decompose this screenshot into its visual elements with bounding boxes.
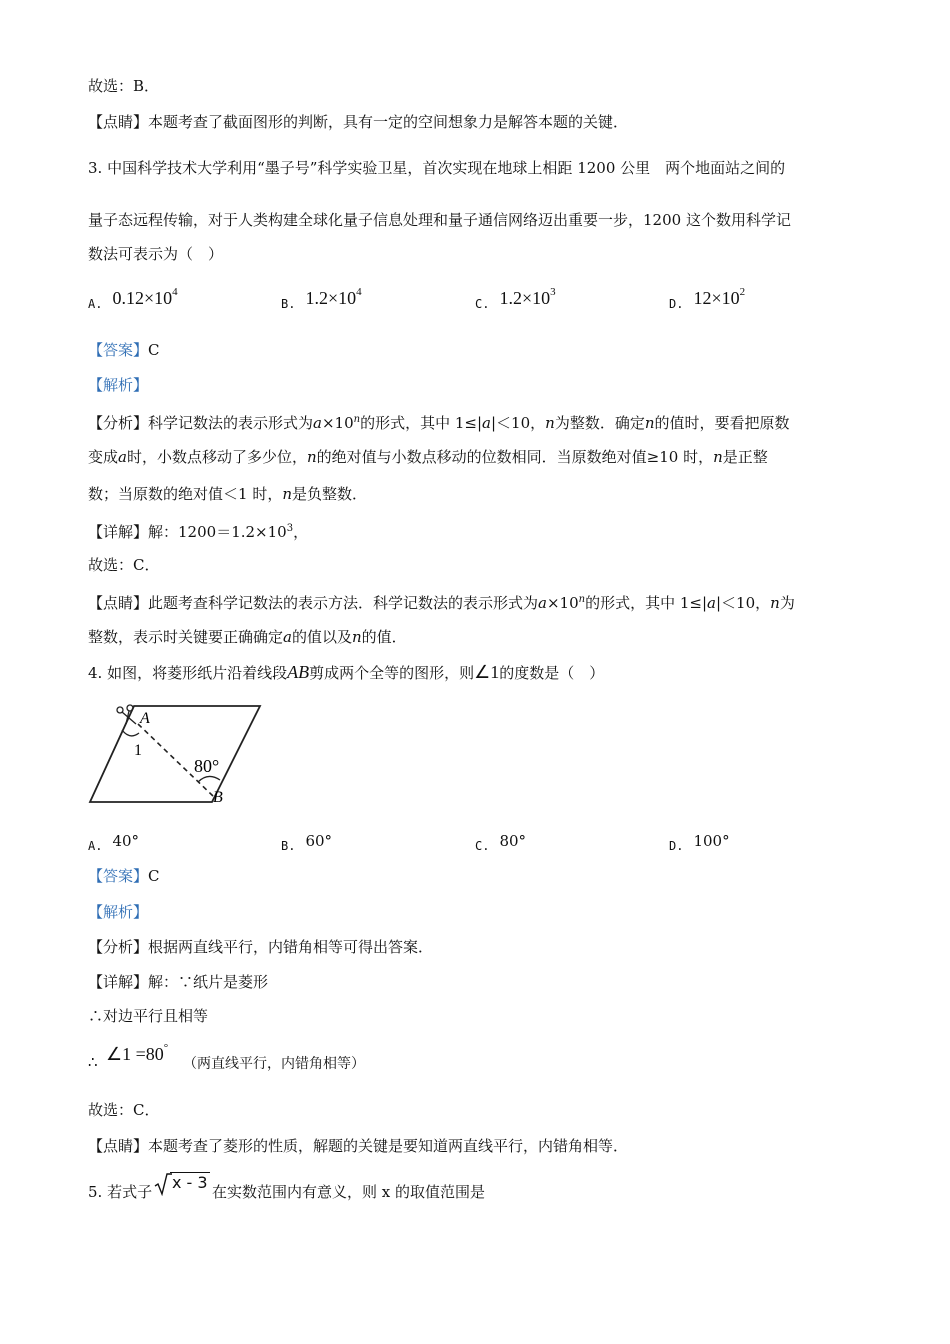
q3-stem-line1: 3. 中国科学技术大学利用“墨子号”科学实验卫星，首次实现在地球上相距 1200 公里 两个地面站之间的 [88,159,786,177]
text: 解：1200＝1.2×10 [148,523,287,541]
q3-choose: 故选：C． [88,556,160,574]
option-value: 60° [305,832,333,850]
radicand: x - 3 [172,1173,208,1192]
q3-fenxi-line1 [88,410,790,433]
text: 此题考查科学记数法的表示方法．科学记数法的表示形式为 [148,594,539,612]
option-letter: A. [88,839,103,853]
answer-value: C [148,867,160,885]
detail-tag: 【详解】 [88,973,149,991]
segment-ab: AB [287,662,310,682]
q3-option-a [88,282,178,314]
text: 根据两直线平行，内错角相等可得出答案． [148,938,434,956]
text: 时，小数点移动了多少位， [126,448,307,466]
q4-stem [88,662,604,683]
q3-option-b [281,282,362,314]
q3-dianjing-line1 [88,590,795,613]
q3-stem-line3: 数法可表示为（ ） [88,245,224,263]
text: 为整数．确定 [554,414,645,432]
angle-80-arc [198,776,220,782]
q4-option-c [475,831,526,856]
q4-step1: ∴对边平行且相等 [88,1007,209,1025]
var-n: n [713,448,723,466]
q4-analysis-tag: 【解析】 [88,903,149,921]
option-value: 40° [112,832,140,850]
q4-detail [88,972,268,992]
var-n: n [545,414,555,432]
var-a: a [482,414,491,432]
text: 在实数范围内有意义，则 x 的取值范围是 [212,1183,485,1201]
text: 整数，表示时关键要正确确定 [88,628,284,646]
text: 变成 [88,448,119,466]
var-n: n [770,594,780,612]
text: 本题考查了菱形的性质，解题的关键是要知道两直线平行，内错角相等． [148,1137,629,1155]
option-letter: D. [669,297,684,311]
text: 的度数是（ ） [499,664,605,682]
text: 是负整数． [292,485,368,503]
option-value: 1.2×10 [499,288,551,308]
option-letter: C. [475,839,490,853]
text: 的形式，其中 1≤| [360,414,483,432]
q4-fenxi [88,937,433,957]
text: 5. 若式子 [88,1183,153,1201]
option-letter: B. [281,297,296,311]
exponent: 3 [286,523,294,534]
rhombus-outline [90,706,260,802]
q3-option-d [669,282,745,314]
var-n: n [351,628,362,646]
option-exponent: 4 [356,286,362,298]
angle-1: ∠1 [474,662,500,682]
text: 是正整 [722,448,768,466]
text: |＜10， [715,594,771,612]
var-a: a [118,448,127,466]
option-exponent: 3 [550,286,556,298]
var-n: n [644,414,655,432]
sqrt-expression [154,1172,210,1196]
fenxi-tag: 【分析】 [88,414,149,432]
answer-value: C [148,341,160,359]
fenxi-tag: 【分析】 [88,938,149,956]
label-80: 80° [194,756,220,776]
degree-sign: ° [163,1042,169,1054]
rhombus-figure [86,700,276,810]
text: 数；当原数的绝对值＜1 时， [88,485,283,503]
var-n: n [282,485,292,503]
var-a: a [313,414,322,432]
text: 科学记数法的表示形式为 [148,414,314,432]
reason-note: （两直线平行，内错角相等） [183,1056,365,1072]
dianjing-tag: 【点睛】 [88,594,149,612]
answer-tag: 【答案】 [88,341,149,359]
option-value: 0.12×10 [112,288,173,308]
q2-comment-line: 【点睛】本题考查了截面图形的判断，具有一定的空间想象力是解答本题的关键． [88,113,629,131]
q4-answer [88,866,160,886]
equation-text: ∠1 =80 [106,1044,164,1064]
q3-analysis-tag: 【解析】 [88,376,149,394]
var-n: n [306,448,317,466]
q4-option-b [281,831,332,856]
exp-n: n [578,594,586,605]
scissors-icon [117,705,136,724]
answer-tag: 【答案】 [88,867,149,885]
option-letter: D. [669,839,684,853]
q4-option-a [88,831,139,856]
option-letter: A. [88,297,103,311]
text: 的值以及 [291,628,352,646]
option-value: 1.2×10 [305,288,357,308]
text: |＜10， [490,414,546,432]
text: 的绝对值与小数点移动的位数相同．当原数绝对值≥10 时， [316,448,714,466]
exp-n: n [353,414,361,425]
q3-stem-line2: 量子态远程传输，对于人类构建全球化量子信息处理和量子通信网络迈出重要一步，1200 这个数用科学记 [88,211,791,229]
label-b: B [213,789,223,806]
q3-fenxi-line3 [88,484,367,504]
option-value: 80° [499,832,527,850]
text: ， [293,523,309,541]
q3-dianjing-line2 [88,627,407,647]
q3-option-c [475,282,556,314]
q3-answer [88,340,160,360]
times-ten: ×10 [321,414,354,432]
q2-answer-line: 故选：B． [88,77,160,95]
label-a: A [140,710,150,727]
angle-equation [106,1038,168,1064]
q4-choose: 故选：C． [88,1101,160,1119]
text: 的值时，要看把原数 [654,414,790,432]
option-value: 12×10 [693,288,740,308]
dianjing-tag: 【点睛】 [88,1137,149,1155]
therefore-sign: ∴ [88,1053,98,1071]
q4-option-d [669,831,730,856]
option-value: 100° [693,832,730,850]
label-1: 1 [134,742,142,759]
q3-detail [88,519,308,542]
text: 4. 如图，将菱形纸片沿着线段 [88,664,288,682]
option-exponent: 2 [739,286,746,298]
var-a: a [707,594,716,612]
var-a: a [538,594,547,612]
text: 剪成两个全等的图形，则 [309,664,475,682]
text: 的形式，其中 1≤| [585,594,708,612]
detail-tag: 【详解】 [88,523,149,541]
angle-1-arc [122,730,139,736]
text: 的值． [361,628,407,646]
q3-fenxi-line2 [88,447,768,467]
q4-dianjing [88,1136,628,1156]
times-ten: ×10 [546,594,579,612]
text: 为 [779,594,795,612]
option-exponent: 4 [172,286,178,298]
option-letter: C. [475,297,490,311]
text: 解：∵纸片是菱形 [148,973,269,991]
option-letter: B. [281,839,296,853]
var-a: a [283,628,292,646]
